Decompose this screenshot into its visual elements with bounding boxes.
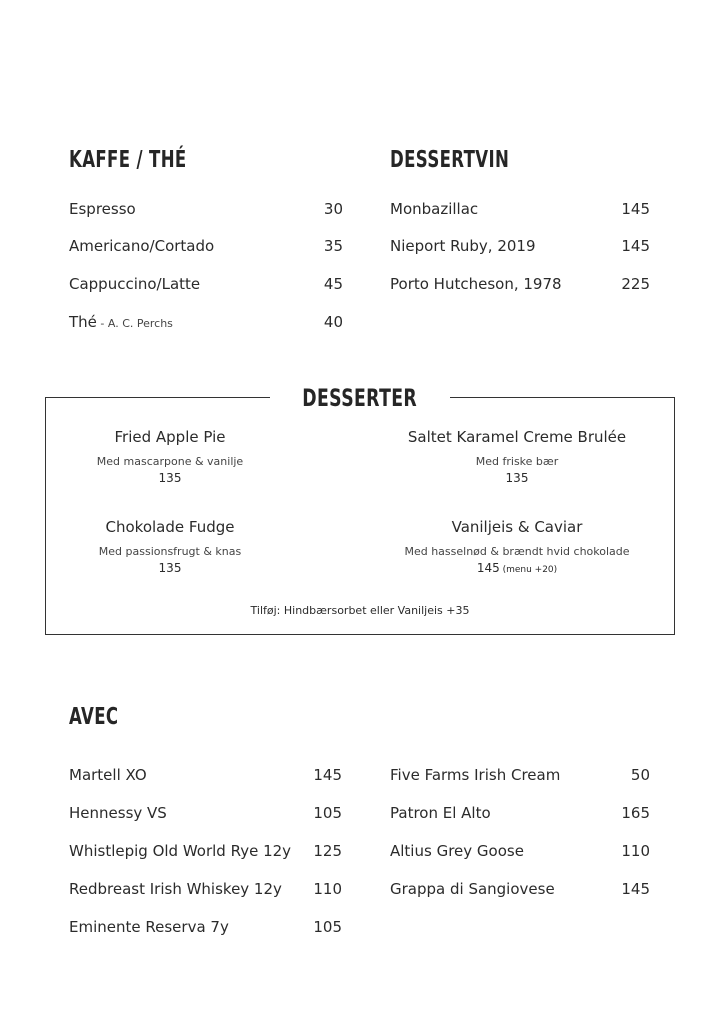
dessert-name: Saltet Karamel Creme Brulée bbox=[407, 428, 627, 446]
menu-item-name: Martell XO bbox=[69, 766, 147, 784]
dessert-addon-note: Tilføj: Hindbærsorbet eller Vaniljeis +35 bbox=[250, 604, 470, 617]
menu-item-price: 40 bbox=[323, 313, 343, 331]
menu-item-name: Altius Grey Goose bbox=[390, 842, 524, 860]
menu-item-subtitle: - A. C. Perchs bbox=[96, 317, 173, 330]
menu-item-price: 165 bbox=[621, 804, 650, 822]
menu-item-name: Grappa di Sangiovese bbox=[390, 880, 555, 898]
dessert-price: 135 bbox=[505, 471, 529, 485]
dessert-name: Chokolade Fudge bbox=[105, 518, 235, 536]
menu-item-name: Whistlepig Old World Rye 12y bbox=[69, 842, 292, 860]
dessert-price-group bbox=[372, 561, 662, 575]
dessert-name: Vaniljeis & Caviar bbox=[451, 518, 583, 536]
menu-item-name-group bbox=[69, 313, 173, 331]
menu-item-name: Nieport Ruby, 2019 bbox=[390, 237, 536, 255]
menu-item-price: 145 bbox=[621, 237, 650, 255]
dessert-item bbox=[372, 428, 662, 485]
menu-item-price: 225 bbox=[621, 275, 650, 293]
menu-item-price: 105 bbox=[313, 918, 342, 936]
menu-item-name: Eminente Reserva 7y bbox=[69, 918, 229, 936]
dessert-description: Med passionsfrugt & knas bbox=[98, 545, 242, 558]
menu-item-price: 45 bbox=[323, 275, 343, 293]
dessert-item bbox=[60, 428, 280, 485]
menu-item-price: 145 bbox=[621, 880, 650, 898]
kaffe-heading: KAFFE / THÉ bbox=[69, 147, 187, 173]
menu-item-name: Americano/Cortado bbox=[69, 237, 215, 255]
menu-item-price: 145 bbox=[621, 200, 650, 218]
menu-item-name: Five Farms Irish Cream bbox=[390, 766, 561, 784]
dessert-description: Med mascarpone & vanilje bbox=[96, 455, 244, 468]
dessert-price: 135 bbox=[158, 561, 182, 575]
dessert-price: 135 bbox=[158, 471, 182, 485]
dessert-name: Fried Apple Pie bbox=[114, 428, 226, 446]
menu-item-price: 145 bbox=[313, 766, 342, 784]
menu-item-name: Thé bbox=[69, 313, 97, 331]
dessertvin-heading: DESSERTVIN bbox=[390, 147, 510, 173]
menu-item-price: 105 bbox=[313, 804, 342, 822]
desserter-heading: DESSERTER bbox=[302, 384, 418, 412]
menu-item-price: 50 bbox=[630, 766, 650, 784]
desserter-heading-wrap bbox=[270, 382, 450, 414]
dessert-price-note: (menu +20) bbox=[499, 565, 558, 575]
dessert-price: 145 bbox=[476, 561, 500, 575]
menu-item-price: 110 bbox=[313, 880, 342, 898]
menu-item-price: 125 bbox=[313, 842, 342, 860]
menu-item-name: Redbreast Irish Whiskey 12y bbox=[69, 880, 282, 898]
dessert-item bbox=[372, 518, 662, 575]
dessert-description: Med friske bær bbox=[475, 455, 559, 468]
menu-item-name: Espresso bbox=[69, 200, 136, 218]
menu-item-name: Patron El Alto bbox=[390, 804, 491, 822]
menu-item-name: Cappuccino/Latte bbox=[69, 275, 201, 293]
menu-item-name: Hennessy VS bbox=[69, 804, 167, 822]
menu-item-name: Monbazillac bbox=[390, 200, 479, 218]
menu-item-price: 110 bbox=[621, 842, 650, 860]
menu-item-price: 35 bbox=[323, 237, 343, 255]
avec-heading: AVEC bbox=[69, 704, 119, 730]
menu-item-name: Porto Hutcheson, 1978 bbox=[390, 275, 562, 293]
menu-item-price: 30 bbox=[323, 200, 343, 218]
dessert-description: Med hasselnød & brændt hvid chokolade bbox=[404, 545, 630, 558]
dessert-item bbox=[60, 518, 280, 575]
